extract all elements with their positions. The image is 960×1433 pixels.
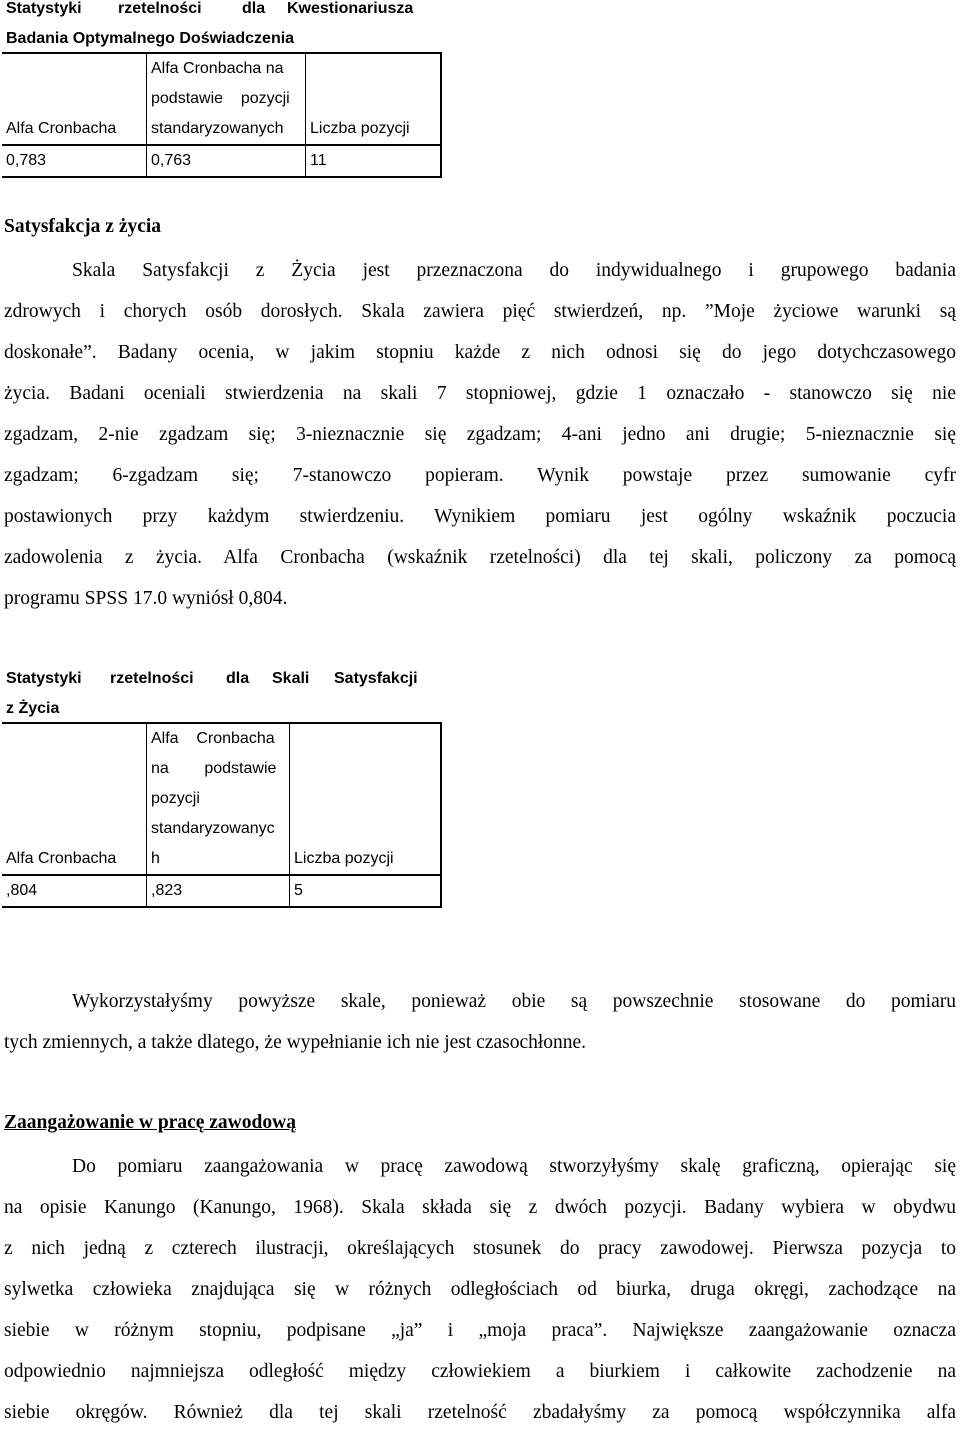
header-item-count: Liczba pozycji (306, 53, 442, 145)
header-line: na podstawie (151, 760, 277, 777)
text-line: zadowolenia z życia. Alfa Cronbacha (wskaźnik rzetelności) dla tej skali, policzony za pomocą (4, 547, 956, 568)
caption-word: rzetelności (110, 670, 194, 687)
caption-word: Statystyki (6, 670, 82, 687)
header-alfa-cronbacha: Alfa Cronbacha (2, 723, 147, 875)
caption-word: dla (242, 0, 266, 17)
reliability-table-2 (2, 722, 442, 908)
text-line: siebie okręgów. Również dla tej skali rzetelność zbadałyśmy za pomocą współczynnika alfa (4, 1402, 956, 1423)
text-line: na opisie Kanungo (Kanungo, 1968). Skala składa się z dwóch pozycji. Badany wybiera w obydwu (4, 1197, 956, 1218)
header-item-count: Liczba pozycji (290, 723, 442, 875)
header-line: standaryzowanych (151, 120, 284, 137)
section2-paragraph (4, 1146, 956, 1433)
text-line: tych zmiennych, a także dlatego, że wypełnianie ich nie jest czasochłonne. (4, 1032, 587, 1053)
cell-alpha-standardized: 0,763 (147, 145, 306, 177)
caption-word: rzetelności (118, 0, 202, 17)
text-line: sylwetka człowieka znajdująca się w różnych odległościach od biurka, druga okręgi, zachodzące na (4, 1279, 956, 1300)
text-line: zgadzam; 6-zgadzam się; 7-stanowczo popieram. Wynik powstaje przez sumowanie cyfr (4, 465, 956, 486)
text-line: doskonałe”. Badany ocenia, w jakim stopniu każde z nich odnosi się do jego dotychczasowego (4, 342, 956, 363)
summary-paragraph (4, 981, 956, 1063)
text-line: programu SPSS 17.0 wyniósł 0,804. (4, 588, 288, 609)
table1-caption (6, 0, 430, 54)
header-line: Alfa Cronbacha (151, 730, 275, 747)
header-line: pozycji (151, 790, 200, 807)
caption-line2: Badania Optymalnego Doświadczenia (6, 30, 295, 47)
cell-item-count: 11 (306, 145, 442, 177)
header-alfa-standardized (147, 723, 290, 875)
cell-alpha-standardized: ,823 (147, 875, 290, 907)
caption-word: Kwestionariusza (287, 0, 414, 17)
text-line: z nich jedną z czterech ilustracji, określających stosunek do pracy zawodowej. Pierwsza pozycja to (4, 1238, 956, 1259)
caption-word: Satysfakcji (334, 670, 418, 687)
header-line: h (151, 850, 160, 867)
text-line: Do pomiaru zaangażowania w pracę zawodową stworzyłyśmy skalę graficzną, opierając się (72, 1156, 956, 1177)
header-alfa-standardized (147, 53, 306, 145)
text-line: życia. Badani oceniali stwierdzenia na skali 7 stopniowej, gdzie 1 oznaczało - stanowczo się nie (4, 383, 956, 404)
header-line: podstawie pozycji (151, 90, 290, 107)
section-heading: Satysfakcja z życia (4, 216, 162, 237)
caption-line2: z Życia (6, 700, 60, 717)
table-row (2, 875, 441, 907)
section1-paragraph (4, 250, 956, 619)
table-header-row (2, 53, 441, 145)
reliability-table-1 (2, 52, 442, 178)
header-line: standaryzowanyc (151, 820, 275, 837)
caption-word: Statystyki (6, 0, 82, 17)
text-line: zdrowych i chorych osób dorosłych. Skala zawiera pięć stwierdzeń, np. ”Moje życiowe warunki są (4, 301, 956, 322)
table-row (2, 145, 441, 177)
cell-item-count: 5 (290, 875, 442, 907)
cell-alpha: 0,783 (2, 145, 147, 177)
text-line: postawionych przy każdym stwierdzeniu. Wynikiem pomiaru jest ogólny wskaźnik poczucia (4, 506, 956, 527)
text-line: Skala Satysfakcji z Życia jest przeznaczona do indywidualnego i grupowego badania (72, 260, 956, 281)
caption-word: Skali (272, 670, 310, 687)
header-alfa-cronbacha: Alfa Cronbacha (2, 53, 147, 145)
cell-alpha: ,804 (2, 875, 147, 907)
table2-caption (6, 664, 430, 724)
table-header-row (2, 723, 441, 875)
header-line: Alfa Cronbacha na (151, 60, 284, 77)
text-line: zgadzam, 2-nie zgadzam się; 3-nieznacznie się zgadzam; 4-ani jedno ani drugie; 5-nieznacznie się (4, 424, 956, 445)
section-heading: Zaangażowanie w pracę zawodową (4, 1112, 296, 1133)
text-line: siebie w różnym stopniu, podpisane „ja” i „moja praca”. Największe zaangażowanie oznacza (4, 1320, 956, 1341)
caption-word: dla (226, 670, 250, 687)
text-line: odpowiednio najmniejsza odległość między człowiekiem a biurkiem i całkowite zachodzenie na (4, 1361, 956, 1382)
text-line: Wykorzystałyśmy powyższe skale, ponieważ obie są powszechnie stosowane do pomiaru (72, 991, 956, 1012)
